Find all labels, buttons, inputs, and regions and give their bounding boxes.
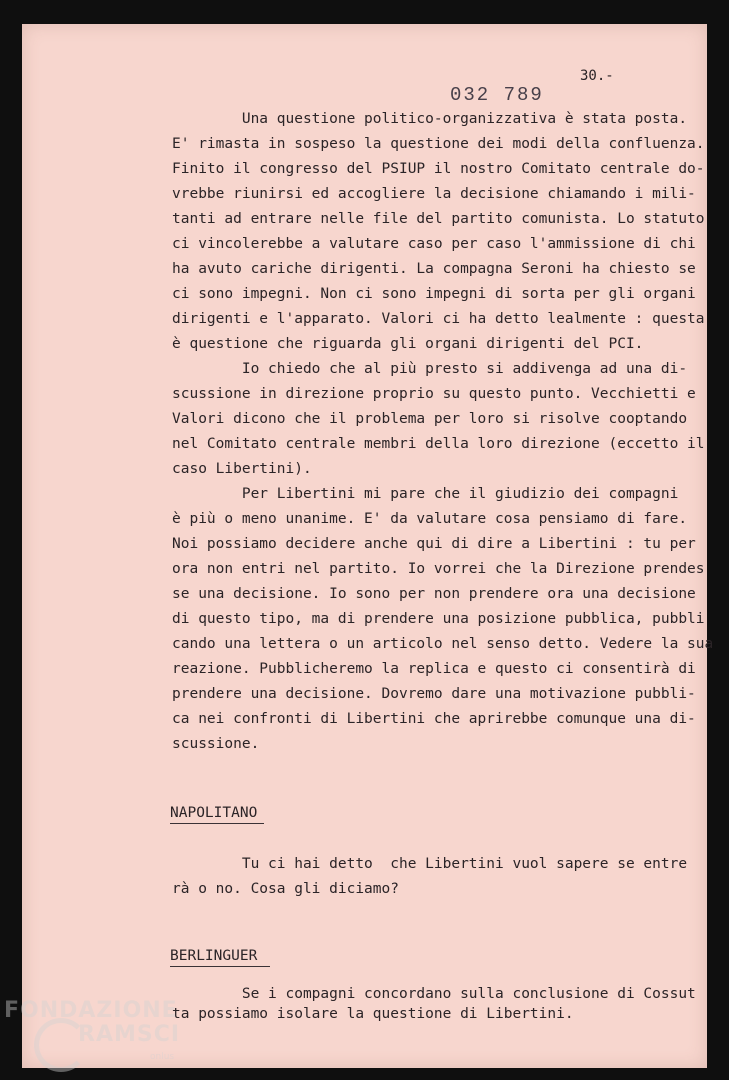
body-line: ora non entri nel partito. Io vorrei che la Direzione prendes [172, 561, 705, 577]
body-line: scussione. [172, 736, 260, 752]
body-line: Io chiedo che al più presto si addivenga ad una di- [172, 361, 688, 377]
speaker-heading-napolitano: NAPOLITANO [170, 805, 258, 821]
body-line: è questione che riguarda gli organi dirigenti del PCI. [172, 336, 644, 352]
body-line: è più o meno unanime. E' da valutare cosa pensiamo di fare. [172, 511, 688, 527]
body-line: nel Comitato centrale membri della loro direzione (eccetto il [172, 436, 705, 452]
body-line: prendere una decisione. Dovremo dare una motivazione pubbli- [172, 686, 696, 702]
body-line: dirigenti e l'apparato. Valori ci ha detto lealmente : questa [172, 311, 705, 327]
archive-number: 032 789 [450, 84, 544, 106]
body-line: ca nei confronti di Libertini che aprirebbe comunque una di- [172, 711, 696, 727]
fondazione-gramsci-watermark [4, 998, 204, 1078]
body-line: Una questione politico-organizzativa è stata posta. [172, 111, 688, 127]
body-line: cando una lettera o un articolo nel senso detto. Vedere la sua [172, 636, 714, 652]
body-line: scussione in direzione proprio su questo punto. Vecchietti e [172, 386, 696, 402]
body-line: Finito il congresso del PSIUP il nostro Comitato centrale do- [172, 161, 705, 177]
body-line: reazione. Pubblicheremo la replica e questo ci consentirà di [172, 661, 696, 677]
body-line: caso Libertini). [172, 461, 312, 477]
body-line: vrebbe riunirsi ed accogliere la decisione chiamando i mili- [172, 186, 696, 202]
watermark-line1: FONDAZIONE [4, 998, 178, 1023]
watermark-line2: RAMSCI [78, 1022, 181, 1047]
body-line: se una decisione. Io sono per non prendere ora una decisione [172, 586, 696, 602]
body-line: di questo tipo, ma di prendere una posizione pubblica, pubbli [172, 611, 705, 627]
heading-underline [170, 966, 270, 967]
body-line: ci sono impegni. Non ci sono impegni di sorta per gli organi [172, 286, 696, 302]
heading-underline [170, 823, 264, 824]
body-line: Valori dicono che il problema per loro si risolve cooptando [172, 411, 688, 427]
napolitano-line: Tu ci hai detto che Libertini vuol sapere se entre [172, 856, 688, 872]
body-line: Noi possiamo decidere anche qui di dire a Libertini : tu per [172, 536, 696, 552]
body-line: ha avuto cariche dirigenti. La compagna Seroni ha chiesto se [172, 261, 696, 277]
page-number: 30.- [580, 68, 614, 84]
speaker-heading-berlinguer: BERLINGUER [170, 948, 258, 964]
body-line: tanti ad entrare nelle file del partito comunista. Lo statuto [172, 211, 705, 227]
body-line: ci vincolerebbe a valutare caso per caso l'ammissione di chi [172, 236, 696, 252]
watermark-sub: onlus [150, 1052, 175, 1062]
berlinguer-line: ta possiamo isolare la questione di Libertini. [172, 1006, 574, 1022]
body-line: E' rimasta in sospeso la questione dei modi della confluenza. [172, 136, 705, 152]
berlinguer-line: Se i compagni concordano sulla conclusione di Cossut [172, 986, 696, 1002]
body-line: Per Libertini mi pare che il giudizio dei compagni [172, 486, 679, 502]
napolitano-line: rà o no. Cosa gli diciamo? [172, 881, 399, 897]
